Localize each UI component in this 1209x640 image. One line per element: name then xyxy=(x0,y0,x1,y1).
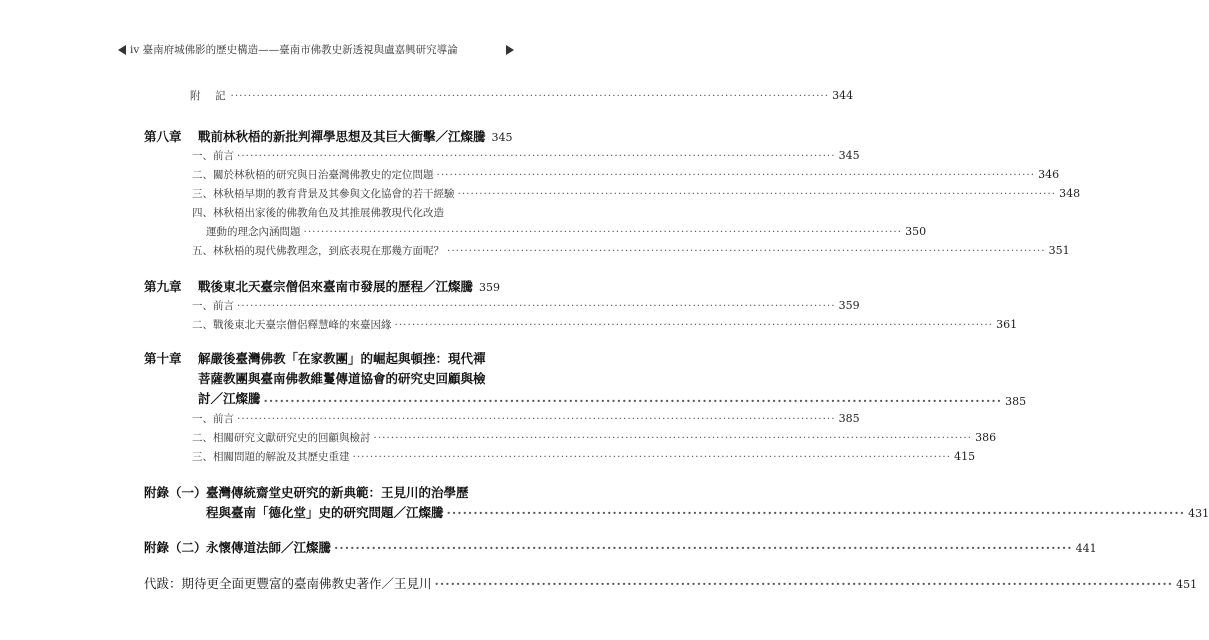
chapter-title-line: 討／江燦騰 xyxy=(198,391,261,406)
section-title: 二、相關研究文獻研究史的回顧與檢討 xyxy=(192,432,371,444)
toc-entry-app2 xyxy=(206,538,1097,556)
toc-page: 431 xyxy=(1188,507,1209,520)
toc-leader-dots xyxy=(231,90,830,102)
appendix-title-line: 臺灣傳統齋堂史研究的新典範：王見川的治學歷 xyxy=(206,485,469,500)
toc-leader-dots xyxy=(304,226,903,238)
toc-leader-dots xyxy=(334,540,1073,555)
header-title: 臺南府城佛影的歷史構造——臺南市佛教史新透視與盧嘉興研究導論 xyxy=(142,44,458,56)
chapter-title: 戰後東北天臺宗僧侶來臺南市發展的歷程／江燦騰 xyxy=(198,279,474,294)
toc-page: 348 xyxy=(1059,187,1081,200)
section-title: 四、林秋梧出家後的佛教角色及其推展佛教現代化改造 xyxy=(192,207,444,219)
toc-leader-dots xyxy=(374,432,973,444)
appendix-label: 附錄（一） xyxy=(144,485,207,500)
toc-section xyxy=(206,224,927,239)
toc-page: 441 xyxy=(1075,542,1097,555)
toc-leader-dots xyxy=(458,188,1057,200)
section-title: 二、關於林秋梧的研究與日治臺灣佛教史的定位問題 xyxy=(192,169,434,181)
chapter-label: 第九章 xyxy=(144,279,182,294)
toc-title: 附 記 xyxy=(190,90,228,102)
toc-leader-dots xyxy=(437,169,1036,181)
toc-page: 359 xyxy=(479,281,501,294)
toc-page: 345 xyxy=(491,131,513,144)
toc-page: 386 xyxy=(975,431,997,444)
toc-section xyxy=(192,243,1070,258)
postscript-title: 代跋：期待更全面更豐富的臺南佛教史著作／王見川 xyxy=(144,576,432,591)
toc-entry-ch9 xyxy=(198,277,501,295)
toc-page: 346 xyxy=(1038,168,1060,181)
chapter-title-line: 菩薩教團與臺南佛教維鬘傳道協會的研究史回顧與檢 xyxy=(198,371,486,386)
toc-leader-dots xyxy=(264,393,1003,408)
toc-entry-ch8 xyxy=(198,127,513,145)
toc-leader-dots xyxy=(447,245,1046,257)
chapter-label: 第十章 xyxy=(144,351,182,366)
toc-section xyxy=(192,449,976,464)
toc-page: 415 xyxy=(954,450,976,463)
toc-page: 385 xyxy=(1005,395,1027,408)
toc-leader-dots xyxy=(395,319,994,331)
toc-leader-dots xyxy=(447,505,1186,520)
header-page-number: iv xyxy=(130,44,140,56)
toc-page: 344 xyxy=(832,89,854,102)
toc-section xyxy=(192,430,997,445)
chapter-label: 第八章 xyxy=(144,129,182,144)
toc-section xyxy=(192,317,1018,332)
toc-entry-app1 xyxy=(206,503,1209,521)
running-header xyxy=(118,42,518,58)
toc-section xyxy=(192,298,860,313)
appendix-title-line: 程與臺南「德化堂」史的研究問題／江燦騰 xyxy=(206,505,444,520)
chapter-title-line: 解嚴後臺灣佛教「在家教團」的崛起與頓挫：現代禪 xyxy=(198,351,486,366)
toc-section xyxy=(192,411,860,426)
toc-entry-fuji xyxy=(190,88,854,103)
toc-leader-dots xyxy=(237,413,836,425)
triangle-left-icon xyxy=(118,45,126,55)
toc-leader-dots xyxy=(237,300,836,312)
toc-page: 359 xyxy=(838,299,860,312)
toc-page: 345 xyxy=(838,149,860,162)
section-title: 運動的理念內涵問題 xyxy=(206,226,301,238)
toc-page: 385 xyxy=(838,412,860,425)
toc-entry-postscript xyxy=(144,574,1198,592)
section-title: 一、前言 xyxy=(192,413,234,425)
toc-page: 351 xyxy=(1048,244,1070,257)
toc-leader-dots xyxy=(353,451,952,463)
toc-section xyxy=(192,167,1060,182)
section-title: 三、相關問題的解說及其歷史重建 xyxy=(192,451,350,463)
toc-leader-dots xyxy=(237,150,836,162)
toc-page: 361 xyxy=(996,318,1018,331)
toc-page: 350 xyxy=(905,225,927,238)
appendix-label: 附錄（二） xyxy=(144,540,207,555)
section-title: 一、前言 xyxy=(192,150,234,162)
section-title: 五、林秋梧的現代佛教理念，到底表現在那幾方面呢？ xyxy=(192,245,444,257)
appendix-title: 永懷傳道法師／江燦騰 xyxy=(206,540,332,555)
toc-section xyxy=(192,148,860,163)
section-title: 二、戰後東北天臺宗僧侶釋慧峰的來臺因緣 xyxy=(192,319,392,331)
toc-leader-dots xyxy=(435,576,1174,591)
toc-section xyxy=(192,205,484,220)
section-title: 三、林秋梧早期的教育背景及其參與文化協會的若干經驗 xyxy=(192,188,455,200)
toc-page: 451 xyxy=(1176,578,1198,591)
triangle-right-icon xyxy=(506,45,514,55)
chapter-title: 戰前林秋梧的新批判禪學思想及其巨大衝擊／江燦騰 xyxy=(198,129,486,144)
toc-section xyxy=(192,186,1081,201)
section-title: 一、前言 xyxy=(192,300,234,312)
header-text xyxy=(130,42,458,58)
